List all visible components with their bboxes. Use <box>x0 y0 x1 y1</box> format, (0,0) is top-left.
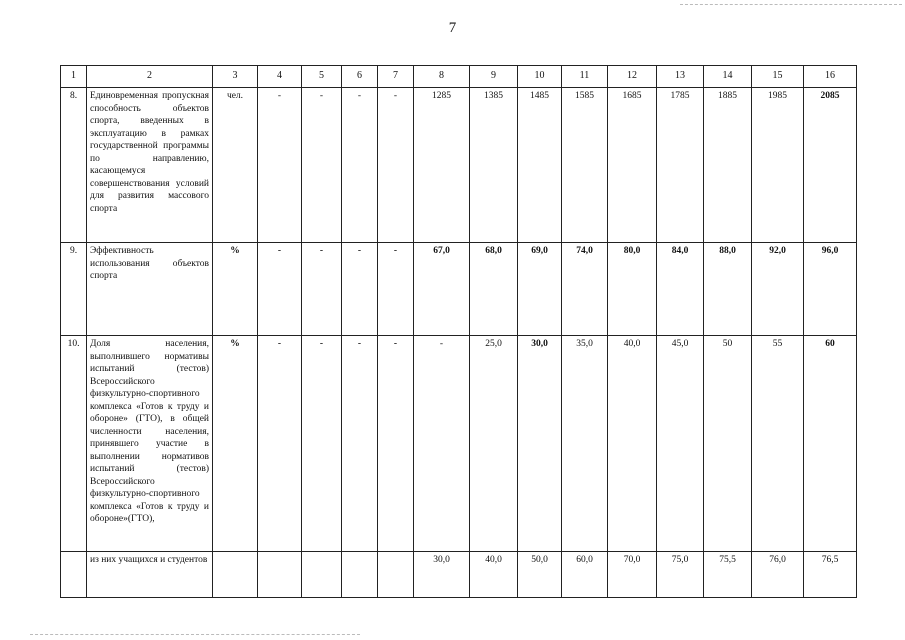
unit-cell: чел. <box>213 88 258 243</box>
value-cell: - <box>342 336 378 552</box>
value-cell: 1985 <box>752 88 804 243</box>
value-cell: 25,0 <box>470 336 518 552</box>
value-cell: 1885 <box>704 88 752 243</box>
unit-cell: % <box>213 243 258 336</box>
value-cell: 50,0 <box>518 552 562 598</box>
value-cell: 84,0 <box>657 243 704 336</box>
value-cell: - <box>414 336 470 552</box>
value-cell: 60,0 <box>562 552 608 598</box>
header-cell: 7 <box>378 66 414 88</box>
value-cell: 80,0 <box>608 243 657 336</box>
header-cell: 6 <box>342 66 378 88</box>
value-cell: 60 <box>804 336 857 552</box>
value-cell: 1485 <box>518 88 562 243</box>
value-cell: - <box>302 88 342 243</box>
value-cell: 45,0 <box>657 336 704 552</box>
table-row <box>61 336 857 552</box>
header-cell: 12 <box>608 66 657 88</box>
value-cell: 70,0 <box>608 552 657 598</box>
unit-cell <box>213 552 258 598</box>
header-cell: 1 <box>61 66 87 88</box>
row-number: 9. <box>61 243 87 336</box>
value-cell: 67,0 <box>414 243 470 336</box>
value-cell: - <box>258 336 302 552</box>
header-cell: 13 <box>657 66 704 88</box>
value-cell: 96,0 <box>804 243 857 336</box>
value-cell: - <box>302 336 342 552</box>
indicator-name: Единовременная пропускная способность объектов спорта, введенных в эксплуатацию в рамках государственной программы по направлению, касающемуся совершенствования условий для развития массового спорта <box>87 88 213 243</box>
value-cell: 1785 <box>657 88 704 243</box>
header-cell: 9 <box>470 66 518 88</box>
value-cell: 1685 <box>608 88 657 243</box>
value-cell: 30,0 <box>518 336 562 552</box>
indicator-name: Эффективность использования объектов спорта <box>87 243 213 336</box>
value-cell <box>342 552 378 598</box>
unit-cell: % <box>213 336 258 552</box>
header-cell: 4 <box>258 66 302 88</box>
value-cell: 1385 <box>470 88 518 243</box>
value-cell: 74,0 <box>562 243 608 336</box>
value-cell: 1285 <box>414 88 470 243</box>
value-cell: - <box>378 243 414 336</box>
value-cell: 92,0 <box>752 243 804 336</box>
value-cell: 75,0 <box>657 552 704 598</box>
table-row <box>61 243 857 336</box>
value-cell: - <box>258 243 302 336</box>
header-cell: 14 <box>704 66 752 88</box>
value-cell <box>302 552 342 598</box>
value-cell: 55 <box>752 336 804 552</box>
header-cell: 16 <box>804 66 857 88</box>
value-cell: 1585 <box>562 88 608 243</box>
value-cell: 75,5 <box>704 552 752 598</box>
indicators-table <box>60 65 857 598</box>
value-cell: 50 <box>704 336 752 552</box>
value-cell: 40,0 <box>470 552 518 598</box>
value-cell: - <box>258 88 302 243</box>
value-cell: 30,0 <box>414 552 470 598</box>
page-number: 7 <box>448 20 457 36</box>
value-cell: 68,0 <box>470 243 518 336</box>
header-cell: 2 <box>87 66 213 88</box>
value-cell: 40,0 <box>608 336 657 552</box>
value-cell: 69,0 <box>518 243 562 336</box>
row-number <box>61 552 87 598</box>
table-row <box>61 552 857 598</box>
row-number: 10. <box>61 336 87 552</box>
value-cell: 2085 <box>804 88 857 243</box>
value-cell: 88,0 <box>704 243 752 336</box>
value-cell: 76,5 <box>804 552 857 598</box>
value-cell: - <box>342 243 378 336</box>
top-scan-rule <box>680 4 902 5</box>
table-row <box>61 88 857 243</box>
value-cell: 76,0 <box>752 552 804 598</box>
header-cell: 10 <box>518 66 562 88</box>
value-cell: - <box>378 88 414 243</box>
header-cell: 8 <box>414 66 470 88</box>
value-cell: - <box>302 243 342 336</box>
value-cell: - <box>378 336 414 552</box>
header-cell: 3 <box>213 66 258 88</box>
header-cell: 5 <box>302 66 342 88</box>
value-cell <box>378 552 414 598</box>
value-cell: 35,0 <box>562 336 608 552</box>
value-cell <box>258 552 302 598</box>
indicator-name: из них учащихся и студентов <box>87 552 213 598</box>
row-number: 8. <box>61 88 87 243</box>
bottom-scan-rule <box>30 634 360 635</box>
header-cell: 15 <box>752 66 804 88</box>
value-cell: - <box>342 88 378 243</box>
table-header-row <box>61 66 857 88</box>
header-cell: 11 <box>562 66 608 88</box>
indicator-name: Доля населения, выполнившего нормативы испытаний (тестов) Всероссийского физкультурно-спортивного комплекса «Готов к труду и обороне» (ГТО), в общей численности населения, принявшего участие в выполнении нормативов испытаний (тестов) Всероссийского физкультурно-спортивного комплекса «Готов к труду и обороне»(ГТО), <box>87 336 213 552</box>
